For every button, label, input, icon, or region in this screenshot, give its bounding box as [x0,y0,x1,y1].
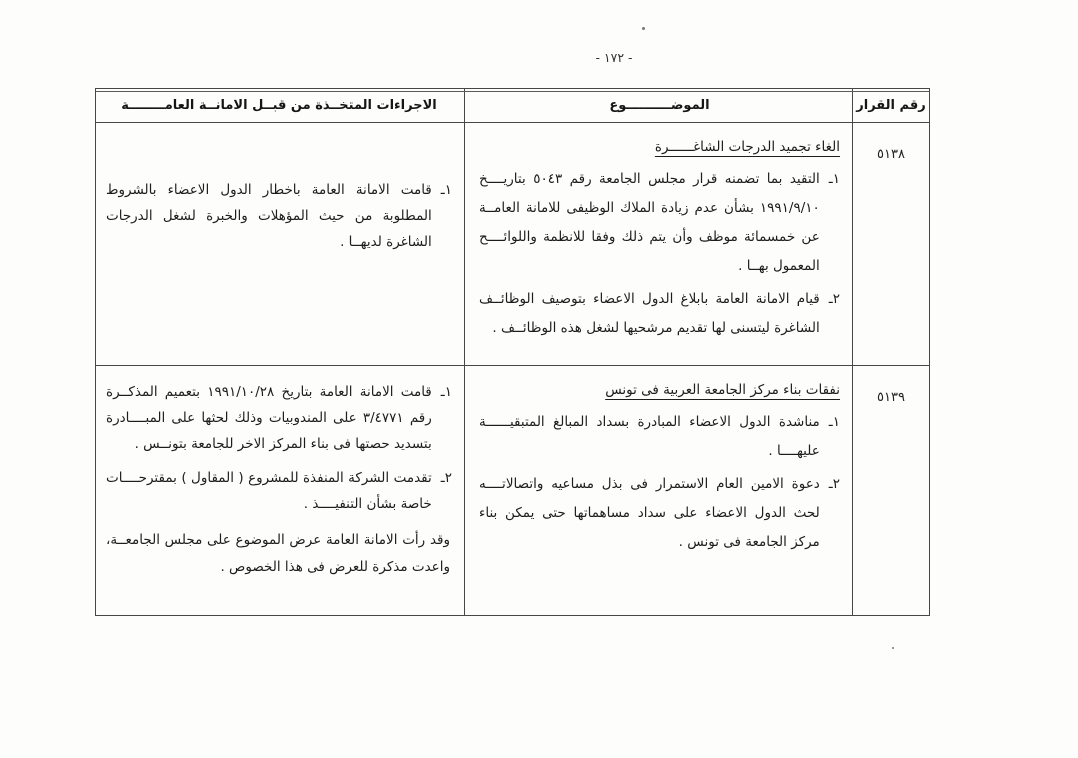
table-top-rule [96,91,929,92]
decisions-table [95,88,930,616]
action-item [106,379,452,457]
item-text: قامت الامانة العامة باخطار الدول الاعضاء بالشروط المطلوبة من حيث المؤهلات والخبرة لشغل الدرجات الشاغرة لديهــا . [106,182,432,250]
header-decision-number: رقم القرار [852,89,929,122]
item-text: تقدمت الشركة المنفذة للمشروع ( المقاول ) بمقترحــــات خاصة بشأن التنفيــــذ . [106,470,432,512]
item-text: مناشدة الدول الاعضاء المبادرة بسداد المبالغ المتبقيــــــة عليهــــا . [479,414,820,459]
item-marker: ١ـ [828,171,840,187]
item-marker: ٢ـ [440,470,452,486]
decision-number-cell [852,123,929,365]
subject-title: نفقات بناء مركز الجامعة العربية فى تونس [605,382,840,398]
item-marker: ٢ـ [828,291,840,307]
item-text: التقيد بما تضمنه قرار مجلس الجامعة رقم ٥٠٤٣ بتاريــــخ ١٩٩١/٩/١٠ بشأن عدم زيادة الملاك الوظيفى للامانة العامــة عن خمسمائة موظف وأن يتم ذلك وفقا للانظمة واللوائــــح المعمول بهــا . [479,171,820,274]
table-header-row [96,89,929,123]
header-actions-taken: الاجراءات المتخــذة من قبــل الامانــة العامــــــــة [121,98,437,113]
scan-speck [642,27,645,30]
item-text: قامت الامانة العامة بتاريخ ١٩٩١/١٠/٢٨ بتعميم المذكــرة رقم ٣/٤٧٧١ على المندوبيات وذلك لحثها على المبــــادرة بتسديد حصتها فى بناء المركز الاخر للجامعة بتونــس . [106,384,432,452]
actions-cell [94,123,464,365]
subject-title: الغاء تجميد الدرجات الشاغــــــرة [654,139,840,155]
decision-number: ٥١٣٨ [877,147,905,162]
subject-item [479,285,840,343]
item-text: قيام الامانة العامة بابلاغ الدول الاعضاء بتوصيف الوظائــف الشاغرة ليتسنى لها تقديم مرشحيها لشغل هذه الوظائــف . [479,291,820,336]
item-marker: ١ـ [440,384,452,400]
action-item [106,177,452,255]
table-row [96,366,929,615]
subject-item [479,408,840,466]
item-text: دعوة الامين العام الاستمرار فى بذل مساعيه واتصالاتــــه لحث الدول الاعضاء على سداد مساهماتها حتى يمكن بناء مركز الجامعة فى تونس . [479,476,820,550]
subject-cell [464,366,852,615]
table-row [96,123,929,366]
actions-cell [94,366,464,615]
decision-number: ٥١٣٩ [877,390,905,405]
item-marker: ١ـ [828,414,840,430]
action-item [106,465,452,517]
item-marker: ١ـ [440,182,452,198]
subject-cell [464,123,852,365]
item-marker: ٢ـ [828,476,840,492]
header-subject: الموضــــــــــوع [464,89,852,122]
subject-item [479,165,840,281]
subject-item [479,470,840,557]
scan-speck [892,647,894,649]
page-number: - ١٧٢ - [595,50,633,65]
action-note: وقد رأت الامانة العامة عرض الموضوع على مجلس الجامعــة، واعدت مذكرة للعرض فى هذا الخصوص . [106,532,450,575]
decision-number-cell [852,366,929,615]
